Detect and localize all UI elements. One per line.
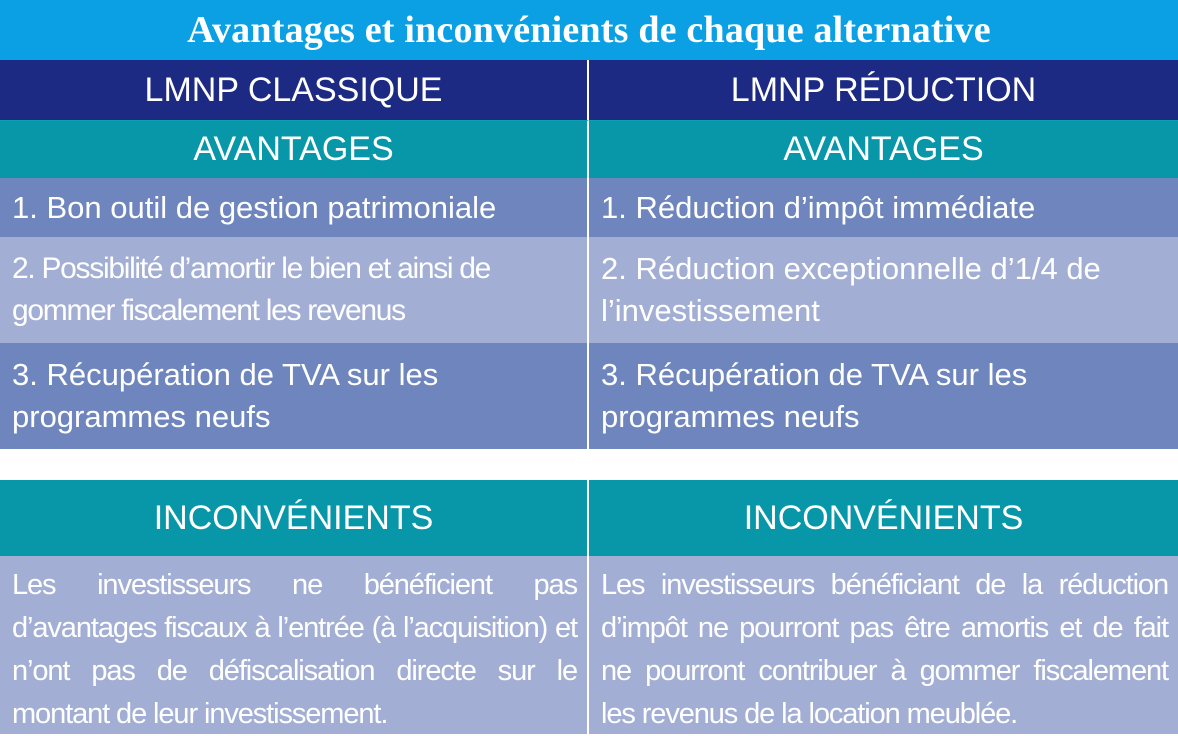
advantage-reduction-2: 2. Réduction exceptionnelle d’1/4 de l’investissement [589, 237, 1178, 343]
advantage-reduction-3: 3. Récupération de TVA sur les programmes neufs [589, 343, 1178, 449]
column-header-lmnp-classique: LMNP CLASSIQUE [0, 60, 589, 120]
disadvantage-reduction: Les investisseurs bénéficiant de la réduction d’impôt ne pourront pas être amortis et de fait ne pourront contribuer à gommer fiscalement les revenus de la location meublée. [589, 556, 1178, 734]
disadvantages-table [0, 480, 1178, 734]
advantages-table [0, 60, 1178, 449]
disadvantages-label-reduction: INCONVÉNIENTS [589, 480, 1178, 556]
advantages-label-classique: AVANTAGES [0, 120, 589, 178]
advantages-label-reduction: AVANTAGES [589, 120, 1178, 178]
page-title: Avantages et inconvénients de chaque alternative [0, 0, 1178, 60]
advantage-classique-2: 2. Possibilité d’amortir le bien et ainsi de gommer fiscalement les revenus [0, 237, 589, 343]
advantage-reduction-1: 1. Réduction d’impôt immédiate [589, 178, 1178, 237]
advantage-classique-3: 3. Récupération de TVA sur les programmes neufs [0, 343, 589, 449]
column-header-lmnp-reduction: LMNP RÉDUCTION [589, 60, 1178, 120]
advantage-classique-1: 1. Bon outil de gestion patrimoniale [0, 178, 589, 237]
disadvantage-classique: Les investisseurs ne bénéficient pas d’avantages fiscaux à l’entrée (à l’acquisition) et n’ont pas de défiscalisation directe sur le montant de leur investissement. [0, 556, 589, 734]
disadvantages-label-classique: INCONVÉNIENTS [0, 480, 589, 556]
